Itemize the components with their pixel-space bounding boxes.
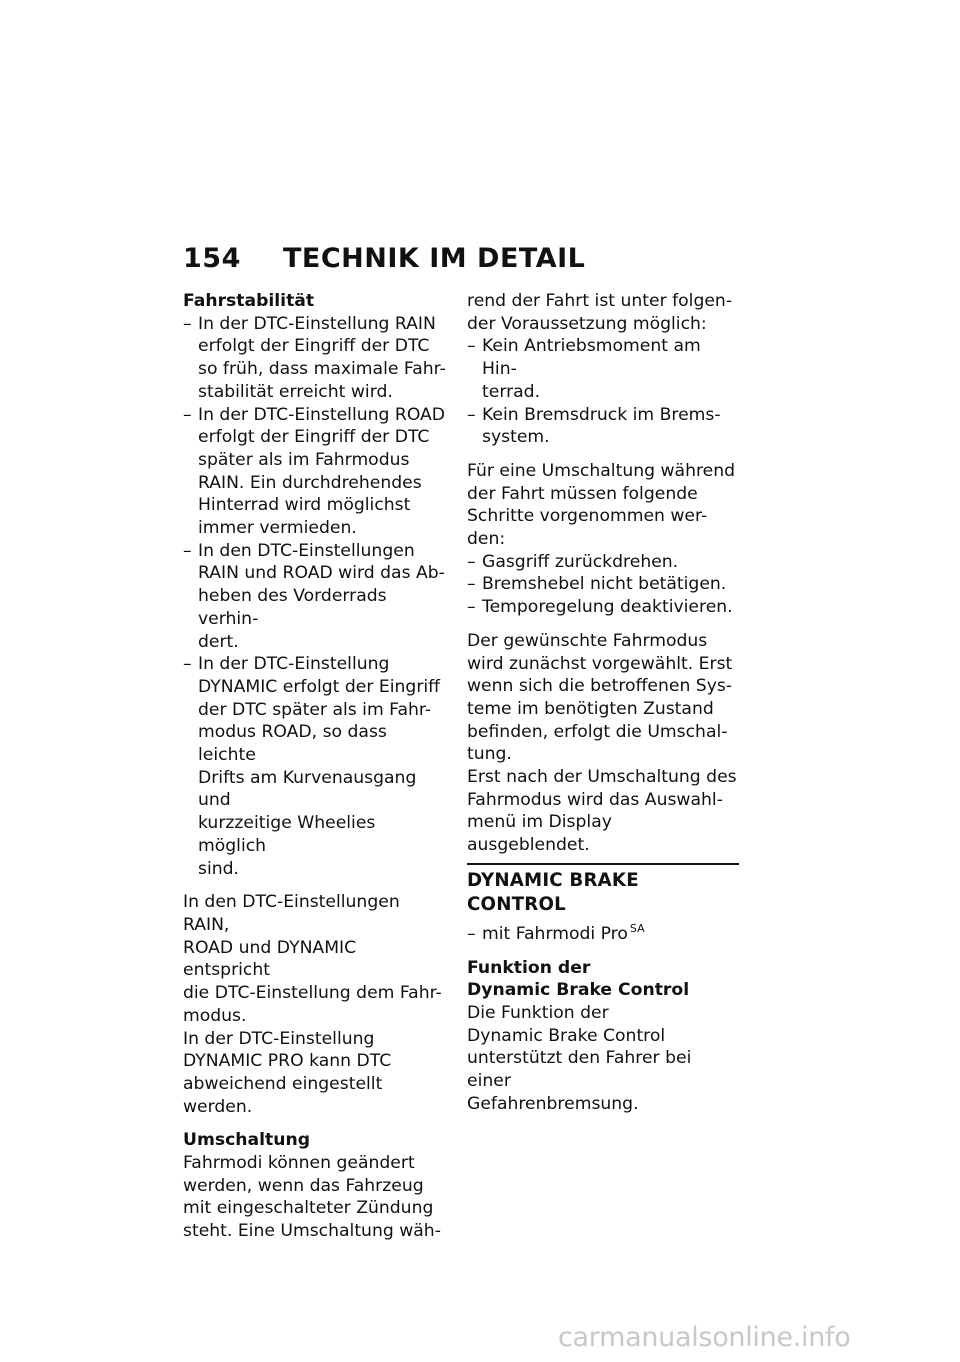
list-item (467, 335, 739, 403)
text-line: In den DTC-Einstellungen RAIN, (183, 892, 400, 935)
text-line: werden, wenn das Fahrzeug (183, 1175, 424, 1196)
watermark: carmanualsonline.info (558, 1322, 851, 1353)
bullet-line: Drifts am Kurvenausgang und (198, 767, 417, 811)
text-line: Für eine Umschaltung während (467, 460, 736, 481)
text-line: abweichend eingestellt werden. (183, 1073, 383, 1117)
bullet-line: Bremshebel nicht betätigen. (482, 574, 727, 595)
bullet-line: heben des Vorderrads verhin- (198, 586, 387, 629)
bullet-line: Kein Antriebsmoment am Hin- (482, 336, 701, 380)
text-line: rend der Fahrt ist unter folgen- (467, 291, 733, 311)
text-line: In der DTC-Einstellung (183, 1028, 375, 1049)
paragraph-schritte (467, 460, 739, 551)
text-line: Dynamic Brake Control (467, 1025, 666, 1046)
dash-glyph: – (183, 654, 192, 675)
dtc-bullet-list (183, 313, 448, 881)
text-line: menü im Display ausgeblendet. (467, 812, 612, 856)
bullet-line: Gasgriff zurückdrehen. (482, 551, 679, 572)
text-line: Fahrmodus wird das Auswahl- (467, 789, 723, 810)
section-title-dbc: DYNAMIC BRAKE CONTROL (467, 869, 639, 915)
list-item (183, 653, 448, 880)
bullet-line: dert. (198, 631, 239, 652)
bullet-line: system. (482, 427, 550, 448)
dash-glyph: – (467, 404, 476, 425)
right-column (467, 290, 739, 1116)
text-line: wird zunächst vorgewählt. Erst (467, 653, 733, 674)
paragraph-fahrmodus (467, 630, 739, 857)
list-item (183, 404, 448, 540)
paragraph-continuation (467, 290, 739, 335)
paragraph-dtc-settings (183, 891, 448, 1118)
bullet-line: terrad. (482, 381, 541, 402)
bullet-line: erfolgt der Eingriff der DTC (198, 336, 430, 357)
bullet-line: später als im Fahrmodus (198, 449, 410, 470)
condition-bullet-list (467, 335, 739, 449)
bullet-line: RAIN. Ein durchdrehendes (198, 472, 422, 493)
heading-line: Funktion der (467, 957, 591, 978)
bullet-line: stabilität erreicht wird. (198, 381, 393, 402)
text-line: unterstützt den Fahrer bei einer (467, 1048, 692, 1092)
bullet-line: In der DTC-Einstellung (198, 654, 390, 675)
dash-glyph: – (467, 551, 476, 572)
page-number: 154 (183, 243, 241, 274)
option-superscript: SA (629, 921, 645, 935)
heading-funktion (467, 957, 739, 1002)
bullet-line: immer vermieden. (198, 518, 357, 539)
bullet-line: kurzzeitige Wheelies möglich (198, 813, 376, 856)
bullet-line: Hinterrad wird möglichst (198, 495, 411, 516)
text-line: mit eingeschalteter Zündung (183, 1198, 434, 1219)
text-line: Erst nach der Umschaltung des (467, 767, 737, 788)
heading-fahrstabilitaet: Fahrstabilität (183, 291, 315, 311)
list-item (183, 313, 448, 404)
text-line: den: (467, 529, 506, 550)
bullet-line: Kein Bremsdruck im Brems- (482, 404, 721, 425)
dash-glyph: – (183, 540, 192, 561)
bullet-line: In der DTC-Einstellung ROAD (198, 404, 446, 425)
text-line: wenn sich die betroffenen Sys- (467, 676, 733, 697)
list-item (467, 404, 739, 449)
text-line: Die Funktion der (467, 1002, 609, 1023)
text-line: Schritte vorgenommen wer- (467, 506, 708, 527)
dash-glyph: – (467, 597, 476, 618)
bullet-line: erfolgt der Eingriff der DTC (198, 427, 430, 448)
bullet-line: modus ROAD, so dass leichte (198, 722, 387, 766)
paragraph-umschaltung (183, 1152, 448, 1243)
text-line: teme im benötigten Zustand (467, 698, 714, 719)
dash-glyph: – (183, 404, 192, 425)
dash-glyph: – (467, 923, 476, 944)
bullet-line: In der DTC-Einstellung RAIN (198, 313, 436, 334)
list-item (467, 596, 739, 619)
heading-line: Dynamic Brake Control (467, 980, 690, 1001)
text-line: modus. (183, 1005, 247, 1026)
bullet-line: Temporegelung deaktivieren. (482, 597, 733, 618)
text-line: tung. (467, 744, 512, 765)
text-line: Gefahrenbremsung. (467, 1093, 639, 1114)
text-line: steht. Eine Umschaltung wäh- (183, 1221, 441, 1242)
text-line: befinden, erfolgt die Umschal- (467, 721, 728, 742)
steps-bullet-list (467, 551, 739, 619)
dash-glyph: – (467, 336, 476, 357)
text-line: die DTC-Einstellung dem Fahr- (183, 983, 442, 1004)
paragraph-funktion (467, 1002, 739, 1116)
list-item (467, 551, 739, 574)
bullet-line: sind. (198, 858, 239, 879)
list-item (467, 573, 739, 596)
text-line: DYNAMIC PRO kann DTC (183, 1051, 392, 1072)
bullet-line: DYNAMIC erfolgt der Eingriff (198, 676, 441, 697)
page-title: TECHNIK IM DETAIL (283, 243, 586, 274)
page-header (183, 243, 585, 274)
bullet-line: so früh, dass maximale Fahr- (198, 359, 446, 380)
dash-glyph: – (183, 313, 192, 334)
bullet-line: In den DTC-Einstellungen (198, 540, 415, 561)
text-line: Fahrmodi können geändert (183, 1153, 415, 1174)
text-line: ROAD und DYNAMIC entspricht (183, 937, 357, 981)
bullet-line: RAIN und ROAD wird das Ab- (198, 563, 445, 584)
dash-glyph: – (467, 574, 476, 595)
option-note (467, 923, 739, 946)
left-column (183, 290, 448, 1243)
heading-umschaltung: Umschaltung (183, 1130, 311, 1151)
bullet-line: der DTC später als im Fahr- (198, 699, 432, 720)
text-line: Der gewünschte Fahrmodus (467, 630, 708, 651)
text-line: der Fahrt müssen folgende (467, 483, 698, 504)
option-text: mit Fahrmodi Pro (482, 923, 628, 944)
list-item (183, 540, 448, 654)
text-line: der Voraussetzung möglich: (467, 313, 707, 334)
